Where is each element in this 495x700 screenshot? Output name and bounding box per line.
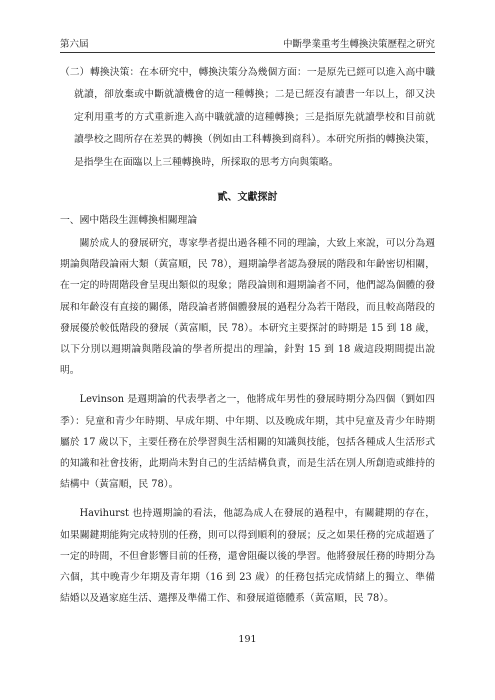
definition-term: 轉換決策 [90,67,130,78]
definition-block [60,62,435,174]
body-paragraph: Levinson 是週期論的代表學者之一，他將成年男性的發展時期分為四個（劉如四季）：兒童和青少年時期、早成年期、中年期、以及晚成年期，其中兒童及青少年時期屬於 17 歲以下，主要任務在於學習與生活相關的知識與技能，包括各種成人生活形式的知識和社會技術，此期尚未對自己的生活結構負責，而是生活在別人所創造或維持的結構中（黃富順，民 78）。 [60,394,435,491]
body-paragraph: Havihurst 也持週期論的看法，他認為成人在發展的過程中，有關鍵期的存在，如果關鍵期能夠完成特別的任務，則可以得到順利的發展；反之如果任務的完成超過了一定的時間，不但會影響目前的任務，還會阻礙以後的學習。他將發展任務的時期分為六個，其中晚青少年期及青年期（16 到 23 歲）的任務包括完成情緒上的獨立、準備結婚以及過家庭生活、選擇及準備工作、和發展道德體系（黃富順，民 78）。 [60,508,435,605]
definition-text: ：在本研究中，轉換決策分為幾個方面：一是原先已經可以進入高中職就讀，卻放棄或中斷就讀機會的這一種轉換；二是已經沒有讀書一年以上，卻又決定利用重考的方式重新進入高中職就讀的這種轉換；三是指原先就讀學校和目前就讀學校之間所存在差異的轉換（例如由工科轉換到商科）。本研究所指的轉換決策，是指學生在面臨以上三種轉換時，所採取的思考方向與策略。 [74,67,436,168]
page-body [60,62,435,609]
section-title: 貳、文獻探討 [217,192,278,204]
header-edition: 第六屆 [60,39,89,50]
body-paragraph: 關於成人的發展研究，專家學者提出過各種不同的理論，大致上來說，可以分為週期論與階段論兩大類（黃富順，民 78），週期論學者認為發展的階段和年齡密切相關，在一定的時間階段會呈現出類似的現象；階段論則和週期論者不同，他們認為個體的發展和年齡沒有直接的關係，階段論者將個體發展的過程分為若干階段，而且較高階段的發展優於較低階段的發展（黃富順，民 78）。本研究主要探討的時期是 15 到 18 歲，以下分別以週期論與階段論的學者所提出的理論，針對 15 到 18 歲這段期間提出說明。 [60,238,435,377]
definition-label: （二） [60,67,90,78]
page-number: 191 [238,634,257,645]
running-header [60,36,435,53]
subsection-title: 一、國中階段生涯轉換相關理論 [60,215,198,227]
header-title: 中斷學業重考生轉換決策歷程之研究 [282,39,435,50]
